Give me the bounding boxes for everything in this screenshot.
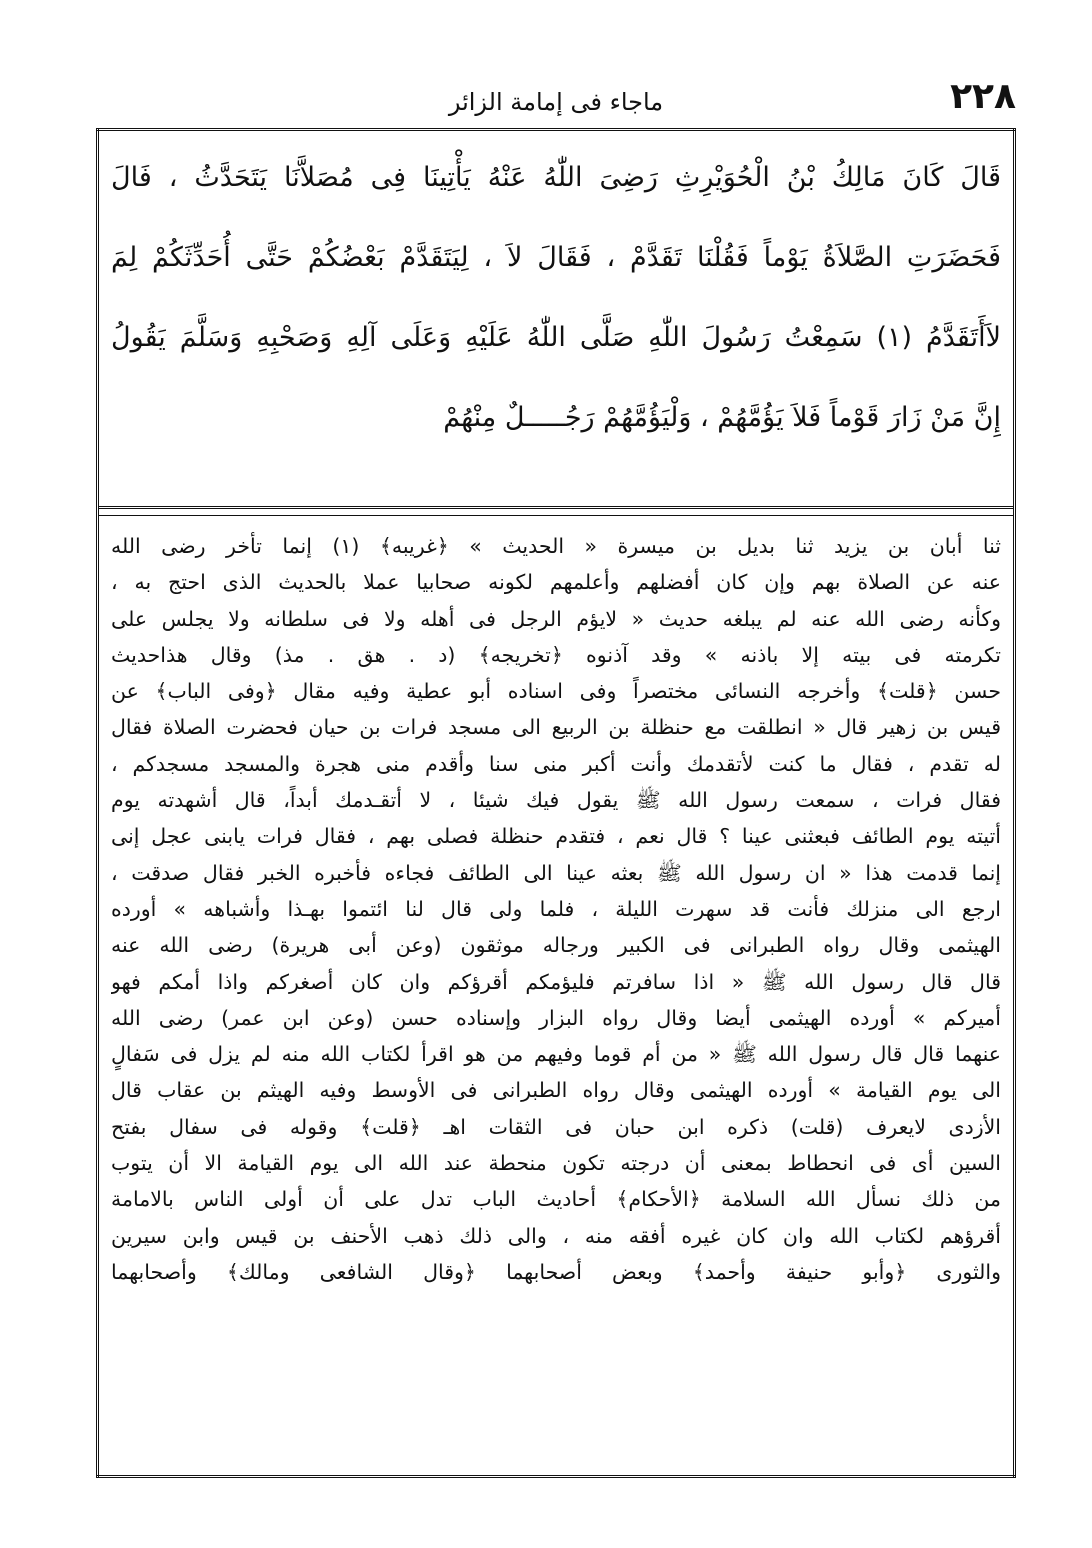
commentary-line: إنما قدمت هذا « ان رسول الله ﷺ بعثه عينا الى الطائف فجاءه فأخبره الخبر فقال صدقت ، [111,860,1001,885]
commentary-line: أتيته يوم الطائف فبعثنى عينا ؟ قال نعم ، فتقدم حنظلة فصلى بهم ، فقال فرات يابنى عجل إنى [111,824,1001,849]
commentary-line: قيس بن زهير قال « انطلقت مع حنظلة بن الربيع الى مسجد فرات بن حيان فحضرت الصلاة فقال [111,715,1001,740]
hadith-line: إِنَّ مَنْ زَارَ قَوْماً فَلاَ يَؤُمَّهُمْ ، وَلْيَؤُمَّهُمْ رَجُـــــلٌ مِنْهُمْ [443,402,1001,433]
running-title: ماجاء فى إمامة الزائر [448,88,664,116]
commentary-line: عنه عن الصلاة بهم وإن كان أفضلهم وأعلمهم لكونه صحابيا عملا بالحديث الذى احتج به ، [111,570,1001,595]
commentary-line: أقرؤهم لكتاب الله وان كان غيره أفقه منه ، والى ذلك ذهب الأحنف بن قيس وابن سيرين [111,1223,1001,1248]
commentary-line: ثنا أبان بن يزيد ثنا بديل بن ميسرة « الحديث » ﴿غريبه﴾ (١) إنما تأخر رضى الله [111,534,1001,558]
book-page [96,70,1016,1490]
page-header [96,70,1016,128]
commentary-line: فقال فرات ، سمعت رسول الله ﷺ يقول فيك شيئا ، لا أتقـدمك أبداً، قال أشهدته يوم [111,788,1001,813]
page-frame [96,128,1016,1478]
commentary-line: عنهما قال قال رسول الله ﷺ « من أم قوما وفيهم من هو اقرأ لكتاب الله منه لم يزل فى سَفالٍ [111,1042,1001,1067]
commentary-line: وكأنه رضى الله عنه لم يبلغه حديث « لايؤم الرجل فى أهله ولا فى سلطانه ولا يجلس على [111,606,1001,631]
commentary-line: الأزدى لايعرف (قلت) ذكره ابن حبان فى الثقات اهـ ﴿قلت﴾ وقوله فى سفال بفتح [111,1114,1001,1139]
page-number: ٢٢٨ [950,76,1016,117]
hadith-text [111,138,1001,488]
commentary-line: الى يوم القيامة » أورده الهيثمى وقال رواه الطبرانى فى الأوسط وفيه الهيثم بن عقاب قال [111,1078,1001,1103]
commentary-text [111,528,1001,1290]
hadith-line: قَالَ كَانَ مَالِكُ بْنُ الْحُوَيْرِثِ رَضِىَ اللّٰهُ عَنْهُ يَأْتِينَا فِى مُصَلاَّنَا يَتَحَدَّثُ ، فَالَ [111,162,1001,193]
commentary-line: تكرمته فى بيته إلا باذنه » وقد آذنوه ﴿تخريجه﴾ (د . هق . مذ) وقال هذاحديث [111,642,1001,667]
commentary-line: والثورى ﴿وأبو حنيفة وأحمد﴾ وبعض أصحابهما ﴿وقال الشافعى ومالك﴾ وأصحابهما [111,1259,1001,1284]
commentary-line: ارجع الى منزلك فأنت قد سهرت الليلة ، فلما ولى قال لنا ائتموا بهـذا وأشباهه » أورده [111,896,1001,921]
section-divider [99,506,1013,516]
commentary-line: حسن ﴿قلت﴾ وأخرجه النسائى مختصراً وفى اسناده أبو عطية وفيه مقال ﴿وفى الباب﴾ عن [111,679,1001,704]
commentary-line: قال قال رسول الله ﷺ « اذا سافرتم فليؤمكم أقرؤكم وان كان أصغركم واذا أمكم فهو [111,969,1001,994]
hadith-line: فَحَضَرَتِ الصَّلاَةُ يَوْماً فَقُلْنَا تَقَدَّمْ ، فَقَالَ لاَ ، لِيَتَقَدَّمْ بَعْضُكُمْ حَتَّى أُحَدِّثَكُمْ لِمَ [111,242,1001,273]
commentary-line: له تقدم ، فقال ما كنت لأتقدمك وأنت أكبر منى سنا وأقدم منى هجرة والمسجد مسجدكم ، [111,751,1001,776]
commentary-line: من ذلك نسأل الله السلامة ﴿الأحكام﴾ أحاديث الباب تدل على أن أولى الناس بالامامة [111,1187,1001,1212]
commentary-line: أميركم » أورده الهيثمى أيضا وقال رواه البزار وإسناده حسن (وعن ابن عمر) رضى الله [111,1005,1001,1030]
commentary-line: الهيثمى وقال رواه الطبرانى فى الكبير ورجاله موثقون (وعن أبى هريرة) رضى الله عنه [111,933,1001,958]
hadith-line: لاَأَتَقَدَّمُ (١) سَمِعْتُ رَسُولَ اللّٰهِ صَلَّى اللّٰهُ عَلَيْهِ وَعَلَى آلِهِ وَصَحْبِهِ وَسَلَّمَ يَقُولُ [111,322,1001,353]
commentary-line: السين أى فى انحطاط بمعنى أن درجته تكون منحطة عند الله الى يوم القيامة الا أن يتوب [111,1151,1001,1176]
